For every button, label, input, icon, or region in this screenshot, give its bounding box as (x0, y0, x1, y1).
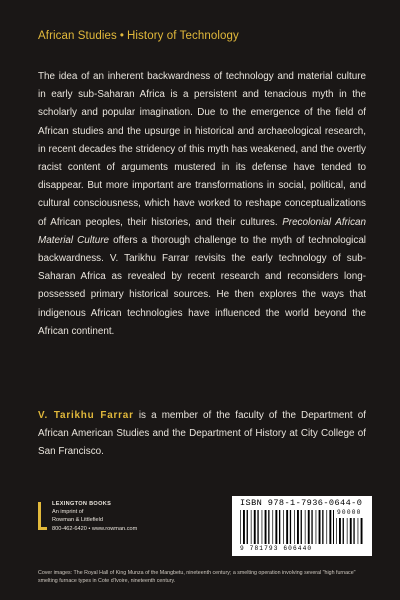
barcode-bar (319, 510, 321, 544)
barcode-bar (272, 510, 273, 544)
barcode-bar (329, 510, 331, 544)
book-description (38, 68, 366, 341)
barcode-bar (350, 518, 352, 544)
barcode-bar (336, 518, 337, 544)
bullet-separator: • (119, 30, 124, 42)
barcode-bar (290, 510, 291, 544)
barcode-bar (301, 510, 302, 544)
isbn-number: ISBN 978-1-7936-0644-0 (240, 498, 363, 508)
barcode-bar (358, 518, 359, 544)
barcode-bar (262, 510, 263, 544)
barcode-bar (286, 510, 288, 544)
barcode-bar (268, 510, 269, 544)
barcode-bar (311, 510, 312, 544)
book-title-italic: Precolonial African Material Culture (38, 216, 366, 246)
barcode-bar (322, 510, 323, 544)
barcode-bar (353, 518, 354, 544)
description-part-1: The idea of an inherent backwardness of technology and material culture in early sub-Saharan Africa is a persistent and tenacious myth in the scholarly and popular imagination. Due to the emergence of the field of African studies and the upsurge in historical and archaeological research, in recent decades the stridency of this myth has weakened, and the overtly racist content of arguments mustered in its defense have tended to disappear. But more important are transformations in social, political, and cultural consciousness, which have worked to reshape conceptualizations of African peoples, their histories, and their cultures. (38, 71, 366, 228)
barcode-bar (326, 510, 327, 544)
cover-image-credits: Cover images: The Royal Hall of King Munza of the Mangbetu, nineteenth century; a smelting operation involving several "high furnace" smelting furnace types in Cote d'Ivoire, nineteenth century. (38, 570, 356, 584)
addon-barcode-bars (336, 518, 364, 546)
barcode-bar (247, 510, 248, 544)
author-bio-text: is a member of the faculty of the Department of African American Studies and the Department of History at City College of San Francisco. (38, 410, 367, 458)
barcode-bar (343, 518, 344, 544)
barcode-bar (361, 518, 363, 544)
price-code: 90000 (337, 509, 362, 516)
barcode-bar (257, 510, 258, 544)
barcode-bar (305, 510, 306, 544)
barcode-bar (251, 510, 252, 544)
barcode-bar (240, 510, 241, 544)
publisher-imprint-line: An imprint of (52, 509, 84, 516)
ean-digits: 9 781793 606440 (240, 545, 313, 552)
barcode-bar (279, 510, 280, 544)
author-name: V. Tarikhu Farrar (38, 410, 134, 421)
isbn-barcode (232, 496, 372, 556)
publisher-contact: 800-462-6420 • www.rowman.com (52, 525, 138, 532)
barcode-bar (316, 510, 317, 544)
barcode-bar (275, 510, 277, 544)
subject-african-studies: African Studies (38, 30, 117, 42)
publisher-parent: Rowman & Littlefield (52, 517, 103, 524)
author-bio (38, 407, 366, 462)
subject-history-of-technology: History of Technology (127, 30, 239, 42)
subject-category-line (38, 30, 239, 42)
barcode-bar (294, 510, 295, 544)
barcode-bar (254, 510, 256, 544)
publisher-name: LEXINGTON BOOKS (52, 501, 112, 507)
barcode-bar (265, 510, 267, 544)
publisher-block (38, 500, 198, 544)
barcode-bar (339, 518, 341, 544)
barcode-bar (297, 510, 299, 544)
barcode-bar (308, 510, 310, 544)
lexington-logo-icon (38, 502, 47, 530)
barcode-bar (333, 510, 334, 544)
barcode-bar (283, 510, 284, 544)
publisher-info (52, 500, 137, 533)
description-part-2: offers a thorough challenge to the myth of technological backwardness. V. Tarikhu Farrar revisits the early technology of sub-Saharan Africa as revealed by recent research and reconsiders long-possessed primary historical sources. He then explores the ways that indigenous African technologies have influenced the world beyond the African continent. (38, 234, 367, 337)
ean-barcode-bars (240, 510, 334, 546)
barcode-bar (243, 510, 245, 544)
barcode-bar (347, 518, 348, 544)
